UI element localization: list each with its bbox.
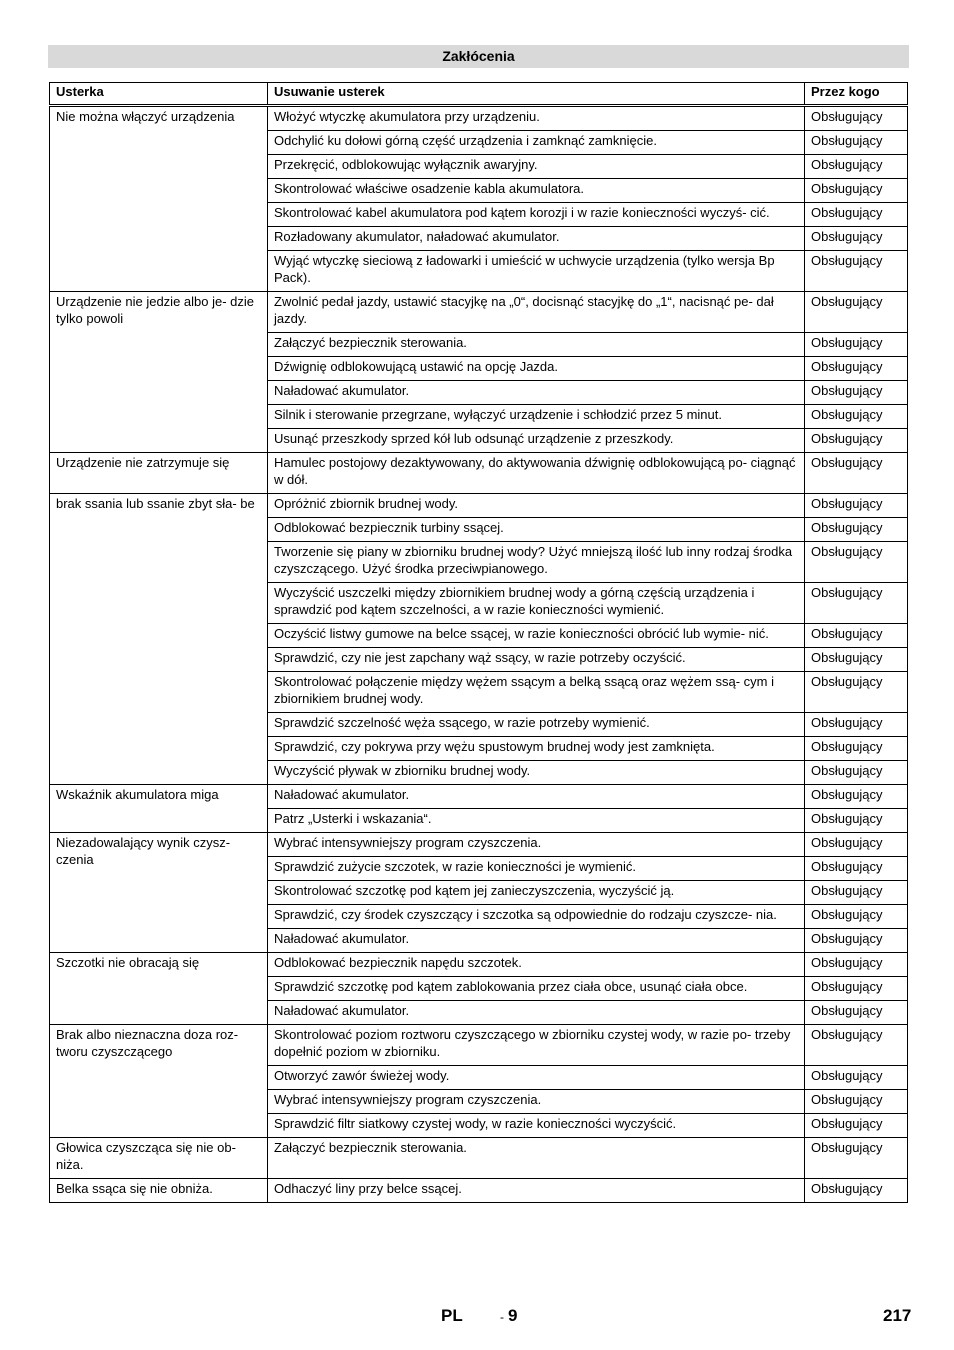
column-header-remedy: Usuwanie usterek — [268, 83, 805, 106]
remedy-cell: Przekręcić, odblokowując wyłącznik awaryjny. — [268, 155, 805, 179]
remedy-cell: Tworzenie się piany w zbiorniku brudnej wody? Użyć mniejszą ilość lub inny rodzaj środka czyszczącego. Użyć środka przeciwpianowego. — [268, 542, 805, 583]
table-row — [50, 833, 908, 857]
by-cell: Obsługujący — [805, 953, 908, 977]
fault-cell: Nie można włączyć urządzenia — [50, 106, 268, 292]
by-cell: Obsługujący — [805, 809, 908, 833]
remedy-cell: Sprawdzić, czy środek czyszczący i szczotka są odpowiednie do rodzaju czyszcze- nia. — [268, 905, 805, 929]
by-cell: Obsługujący — [805, 131, 908, 155]
by-cell: Obsługujący — [805, 713, 908, 737]
fault-cell: Belka ssąca się nie obniża. — [50, 1179, 268, 1203]
by-cell: Obsługujący — [805, 494, 908, 518]
table-row — [50, 785, 908, 809]
table-row — [50, 1025, 908, 1066]
remedy-cell: Odchylić ku dołowi górną część urządzenia i zamknąć zamknięcie. — [268, 131, 805, 155]
remedy-cell: Zwolnić pedał jazdy, ustawić stacyjkę na „0“, docisnąć stacyjkę do „1“, nacisnąć pe- dał jazdy. — [268, 292, 805, 333]
by-cell: Obsługujący — [805, 1025, 908, 1066]
by-cell: Obsługujący — [805, 857, 908, 881]
by-cell: Obsługujący — [805, 251, 908, 292]
remedy-cell: Załączyć bezpiecznik sterowania. — [268, 333, 805, 357]
remedy-cell: Silnik i sterowanie przegrzane, wyłączyć urządzenie i schłodzić przez 5 minut. — [268, 405, 805, 429]
by-cell: Obsługujący — [805, 761, 908, 785]
remedy-cell: Odblokować bezpiecznik napędu szczotek. — [268, 953, 805, 977]
by-cell: Obsługujący — [805, 333, 908, 357]
table-row — [50, 106, 908, 131]
remedy-cell: Patrz „Usterki i wskazania“. — [268, 809, 805, 833]
remedy-cell: Hamulec postojowy dezaktywowany, do aktywowania dźwignię odblokowującą po- ciągnąć w dół. — [268, 453, 805, 494]
remedy-cell: Opróżnić zbiornik brudnej wody. — [268, 494, 805, 518]
fault-cell: Głowica czyszcząca się nie ob- niża. — [50, 1138, 268, 1179]
remedy-cell: Skontrolować poziom roztworu czyszczącego w zbiorniku czystej wody, w razie po- trzeby dopełnić poziom w zbiorniku. — [268, 1025, 805, 1066]
remedy-cell: Wyczyścić pływak w zbiorniku brudnej wody. — [268, 761, 805, 785]
footer-section-page: 9 — [508, 1306, 518, 1325]
fault-cell: Urządzenie nie jedzie albo je- dzie tylko powoli — [50, 292, 268, 453]
by-cell: Obsługujący — [805, 1114, 908, 1138]
table-row — [50, 953, 908, 977]
by-cell: Obsługujący — [805, 737, 908, 761]
column-header-by: Przez kogo — [805, 83, 908, 106]
fault-cell: Wskaźnik akumulatora miga — [50, 785, 268, 833]
remedy-cell: Odhaczyć liny przy belce ssącej. — [268, 1179, 805, 1203]
by-cell: Obsługujący — [805, 929, 908, 953]
by-cell: Obsługujący — [805, 1066, 908, 1090]
by-cell: Obsługujący — [805, 106, 908, 131]
by-cell: Obsługujący — [805, 429, 908, 453]
faults-table — [49, 82, 908, 1203]
remedy-cell: Sprawdzić, czy pokrywa przy wężu spustowym brudnej wody jest zamknięta. — [268, 737, 805, 761]
by-cell: Obsługujący — [805, 648, 908, 672]
remedy-cell: Sprawdzić szczotkę pod kątem zablokowania przez ciała obce, usunąć ciała obce. — [268, 977, 805, 1001]
table-row — [50, 494, 908, 518]
remedy-cell: Skontrolować kabel akumulatora pod kątem korozji i w razie konieczności wyczyś- cić. — [268, 203, 805, 227]
footer-dash: - — [500, 1310, 504, 1324]
remedy-cell: Sprawdzić szczelność węża ssącego, w razie potrzeby wymienić. — [268, 713, 805, 737]
remedy-cell: Sprawdzić zużycie szczotek, w razie konieczności je wymienić. — [268, 857, 805, 881]
by-cell: Obsługujący — [805, 179, 908, 203]
by-cell: Obsługujący — [805, 292, 908, 333]
by-cell: Obsługujący — [805, 357, 908, 381]
by-cell: Obsługujący — [805, 977, 908, 1001]
table-row — [50, 453, 908, 494]
remedy-cell: Naładować akumulator. — [268, 929, 805, 953]
remedy-cell: Naładować akumulator. — [268, 785, 805, 809]
remedy-cell: Otworzyć zawór świeżej wody. — [268, 1066, 805, 1090]
remedy-cell: Wyjąć wtyczkę sieciową z ładowarki i umieścić w uchwycie urządzenia (tylko wersja Bp Pack). — [268, 251, 805, 292]
footer-language: PL — [441, 1306, 463, 1325]
by-cell: Obsługujący — [805, 905, 908, 929]
by-cell: Obsługujący — [805, 518, 908, 542]
by-cell: Obsługujący — [805, 1138, 908, 1179]
remedy-cell: Sprawdzić filtr siatkowy czystej wody, w razie konieczności wyczyścić. — [268, 1114, 805, 1138]
by-cell: Obsługujący — [805, 453, 908, 494]
remedy-cell: Sprawdzić, czy nie jest zapchany wąż ssący, w razie potrzeby oczyścić. — [268, 648, 805, 672]
by-cell: Obsługujący — [805, 672, 908, 713]
column-header-fault: Usterka — [50, 83, 268, 106]
remedy-cell: Naładować akumulator. — [268, 381, 805, 405]
remedy-cell: Skontrolować połączenie między wężem ssącym a belką ssącą oraz wężem ssą- cym i zbiornikiem brudnej wody. — [268, 672, 805, 713]
remedy-cell: Skontrolować szczotkę pod kątem jej zanieczyszczenia, wyczyścić ją. — [268, 881, 805, 905]
faults-table-body — [50, 106, 908, 1203]
remedy-cell: Wybrać intensywniejszy program czyszczenia. — [268, 1090, 805, 1114]
fault-cell: Urządzenie nie zatrzymuje się — [50, 453, 268, 494]
by-cell: Obsługujący — [805, 1001, 908, 1025]
by-cell: Obsługujący — [805, 381, 908, 405]
by-cell: Obsługujący — [805, 785, 908, 809]
remedy-cell: Rozładowany akumulator, naładować akumulator. — [268, 227, 805, 251]
remedy-cell: Odblokować bezpiecznik turbiny ssącej. — [268, 518, 805, 542]
fault-cell: brak ssania lub ssanie zbyt sła- be — [50, 494, 268, 785]
by-cell: Obsługujący — [805, 1090, 908, 1114]
fault-cell: Szczotki nie obracają się — [50, 953, 268, 1025]
table-row — [50, 1179, 908, 1203]
remedy-cell: Naładować akumulator. — [268, 1001, 805, 1025]
remedy-cell: Wybrać intensywniejszy program czyszczenia. — [268, 833, 805, 857]
by-cell: Obsługujący — [805, 227, 908, 251]
footer-page-number: 217 — [883, 1306, 912, 1325]
remedy-cell: Oczyścić listwy gumowe na belce ssącej, w razie konieczności obrócić lub wymie- nić. — [268, 624, 805, 648]
table-row — [50, 292, 908, 333]
by-cell: Obsługujący — [805, 881, 908, 905]
by-cell: Obsługujący — [805, 542, 908, 583]
table-header-row — [50, 83, 908, 106]
by-cell: Obsługujący — [805, 833, 908, 857]
remedy-cell: Dźwignię odblokowującą ustawić na opcję Jazda. — [268, 357, 805, 381]
by-cell: Obsługujący — [805, 405, 908, 429]
fault-cell: Niezadowalający wynik czysz- czenia — [50, 833, 268, 953]
remedy-cell: Załączyć bezpiecznik sterowania. — [268, 1138, 805, 1179]
by-cell: Obsługujący — [805, 583, 908, 624]
remedy-cell: Skontrolować właściwe osadzenie kabla akumulatora. — [268, 179, 805, 203]
remedy-cell: Wyczyścić uszczelki między zbiornikiem brudnej wody a górną częścią urządzenia i sprawdzić pod kątem szczelności, a w razie konieczności wymienić. — [268, 583, 805, 624]
by-cell: Obsługujący — [805, 624, 908, 648]
table-row — [50, 1138, 908, 1179]
remedy-cell: Włożyć wtyczkę akumulatora przy urządzeniu. — [268, 106, 805, 131]
section-title: Zakłócenia — [48, 45, 909, 68]
by-cell: Obsługujący — [805, 155, 908, 179]
by-cell: Obsługujący — [805, 1179, 908, 1203]
by-cell: Obsługujący — [805, 203, 908, 227]
remedy-cell: Usunąć przeszkody sprzed kół lub odsunąć urządzenie z przeszkody. — [268, 429, 805, 453]
fault-cell: Brak albo nieznaczna doza roz- tworu czyszczącego — [50, 1025, 268, 1138]
